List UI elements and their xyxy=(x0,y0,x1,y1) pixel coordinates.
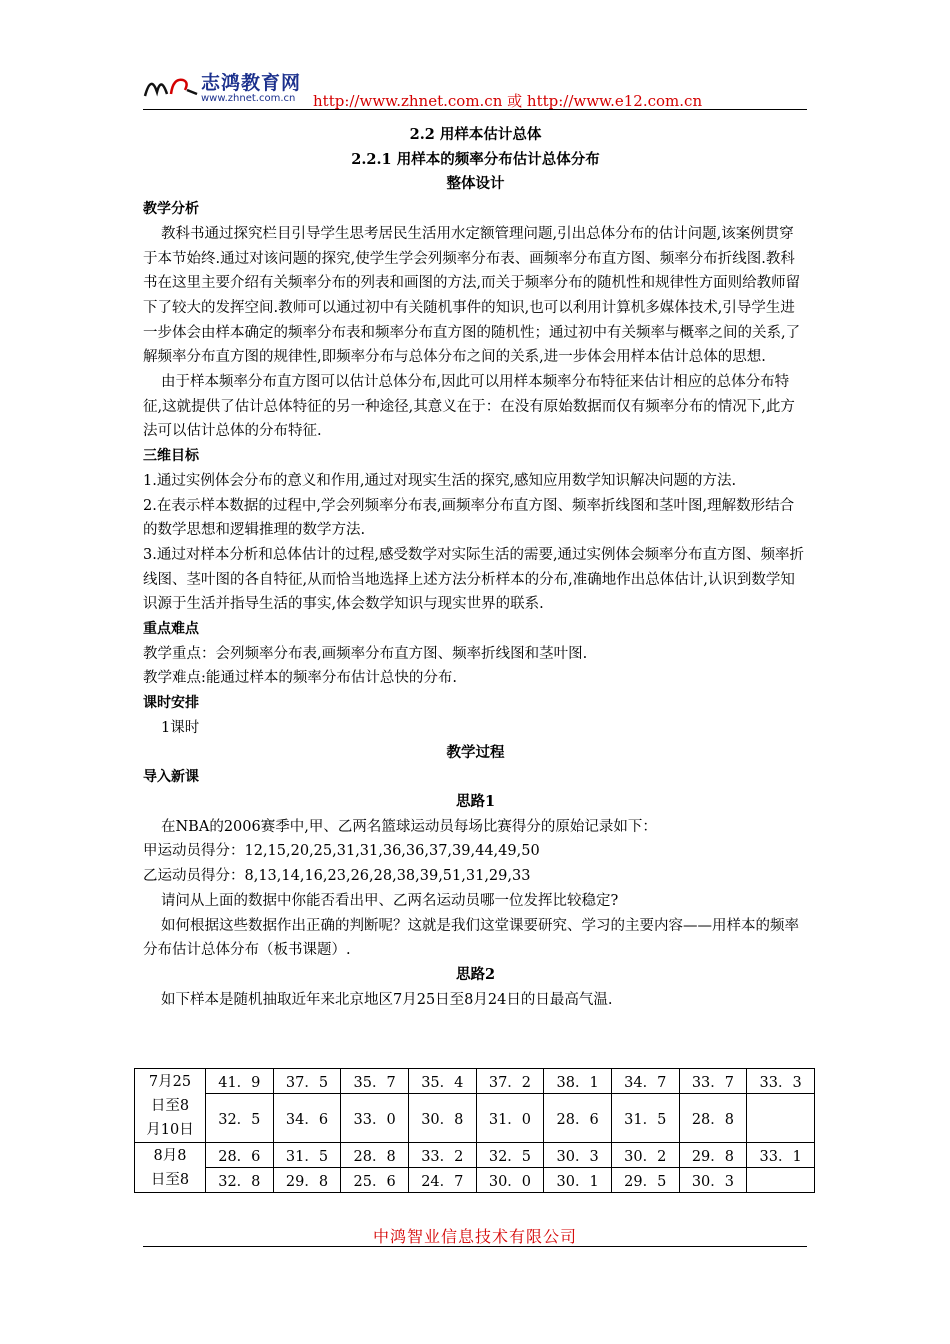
table-cell: 30．3 xyxy=(544,1143,612,1168)
row-label-period-2: 8月8 日至8 xyxy=(135,1143,206,1193)
section-title: 2.2 用样本估计总体 xyxy=(409,126,542,143)
heading-objectives: 三维目标 xyxy=(143,448,199,465)
table-cell: 32．8 xyxy=(206,1168,274,1193)
schedule-line: 1课时 xyxy=(161,719,200,736)
table-cell: 31．0 xyxy=(476,1094,544,1143)
table-cell: 33．1 xyxy=(747,1143,815,1168)
table-cell: 30．2 xyxy=(611,1143,679,1168)
table-cell: 34．7 xyxy=(611,1069,679,1094)
objective-item-2: 2.在表示样本数据的过程中,学会列频率分布表,画频率分布直方图、频率折线图和茎叶图,理解数形结合的数学思想和逻辑推理的数学方法. xyxy=(143,497,795,539)
objective-item-1: 1.通过实例体会分布的意义和作用,通过对现实生活的探究,感知应用数学知识解决问题的方法. xyxy=(143,472,737,489)
table-cell: 37．5 xyxy=(273,1069,341,1094)
table-row xyxy=(135,1143,815,1168)
table-cell: 28．8 xyxy=(341,1143,409,1168)
difficulty-line: 教学难点:能通过样本的频率分布估计总快的分布. xyxy=(143,670,457,687)
table-cell xyxy=(747,1168,815,1193)
table-cell: 24．7 xyxy=(408,1168,476,1193)
header-links[interactable]: http://www.zhnet.com.cn 或 http://www.e12.com.cn xyxy=(313,92,703,110)
table-cell: 30．1 xyxy=(544,1168,612,1193)
table-row xyxy=(135,1094,815,1143)
table-cell: 25．6 xyxy=(341,1168,409,1193)
footer-company: 中鸿智业信息技术有限公司 xyxy=(372,1227,577,1246)
key-point-line: 教学重点：会列频率分布表,画频率分布直方图、频率折线图和茎叶图. xyxy=(143,645,588,662)
table-cell: 31．5 xyxy=(611,1094,679,1143)
table-cell: 30．3 xyxy=(679,1168,747,1193)
site-logo[interactable] xyxy=(143,68,318,108)
player-b-scores: 乙运动员得分：8,13,14,16,23,26,28,38,39,51,31,29,33 xyxy=(143,868,531,885)
logo-subtext: www.zhnet.com.cn xyxy=(201,93,296,104)
page-header xyxy=(143,62,807,110)
table-cell: 35．4 xyxy=(408,1069,476,1094)
process-heading: 教学过程 xyxy=(446,743,505,761)
document-body xyxy=(143,123,808,1012)
table-cell: 29．5 xyxy=(611,1168,679,1193)
table-cell: 29．8 xyxy=(273,1168,341,1193)
table-cell: 30．8 xyxy=(408,1094,476,1143)
heading-teaching-analysis: 教学分析 xyxy=(143,201,199,218)
heading-schedule: 课时安排 xyxy=(143,695,199,712)
player-a-scores: 甲运动员得分：12,15,20,25,31,31,36,36,37,39,44,49,50 xyxy=(143,843,540,860)
table-cell: 33．2 xyxy=(408,1143,476,1168)
analysis-paragraph-1: 教科书通过探究栏目引导学生思考居民生活用水定额管理问题,引出总体分布的估计问题,该案例贯穿于本节始终.通过对该问题的探究,使学生学会列频率分布表、画频率分布直方图、频率分布折线图.教科书在这里主要介绍有关频率分布的列表和画图的方法,而关于频率分布的随机性和规律性方面则给教师留下了较大的发挥空间.教师可以通过初中有关随机事件的知识,也可以利用计算机多媒体技术,引导学生进一步体会由样本确定的频率分布表和频率分布直方图的随机性；通过初中有关频率与概率之间的关系,了解频率分布直方图的规律性,即频率分布与总体分布之间的关系,进一步体会用样本估计总体的思想. xyxy=(143,225,801,366)
idea-1-heading: 思路1 xyxy=(455,792,496,810)
table-cell: 34．6 xyxy=(273,1094,341,1143)
idea-2-paragraph: 如下样本是随机抽取近年来北京地区7月25日至8月24日的日最高气温. xyxy=(161,991,613,1008)
objective-item-3: 3.通过对样本分析和总体估计的过程,感受数学对实际生活的需要,通过实例体会频率分布直方图、频率折线图、茎叶图的各自特征,从而恰当地选择上述方法分析样本的分布,准确地作出总体估计,认识到数学知识源于生活并指导生活的事实,体会数学知识与现实世界的联系. xyxy=(143,546,805,613)
subsection-title: 2.2.1 用样本的频率分布估计总体分布 xyxy=(351,150,600,168)
heading-intro: 导入新课 xyxy=(143,769,199,786)
table-cell: 28．6 xyxy=(206,1143,274,1168)
table-row xyxy=(135,1168,815,1193)
logo-mark-icon xyxy=(143,68,201,104)
header-divider xyxy=(143,109,807,110)
idea-1-question: 请问从上面的数据中你能否看出甲、乙两名运动员哪一位发挥比较稳定? xyxy=(161,892,619,909)
table-cell xyxy=(747,1094,815,1143)
footer-divider xyxy=(143,1246,807,1247)
table-cell: 33．0 xyxy=(341,1094,409,1143)
idea-2-heading: 思路2 xyxy=(455,965,496,983)
table-cell: 32．5 xyxy=(476,1143,544,1168)
table-cell: 30．0 xyxy=(476,1168,544,1193)
table-cell: 33．3 xyxy=(747,1069,815,1094)
logo-text: 志鸿教育网 xyxy=(201,72,302,94)
table-cell: 32．5 xyxy=(206,1094,274,1143)
table-cell: 41．9 xyxy=(206,1069,274,1094)
table-cell: 35．7 xyxy=(341,1069,409,1094)
table-cell: 28．8 xyxy=(679,1094,747,1143)
table-cell: 33．7 xyxy=(679,1069,747,1094)
table-row xyxy=(135,1069,815,1094)
idea-1-conclusion: 如何根据这些数据作出正确的判断呢？这就是我们这堂课要研究、学习的主要内容——用样本的频率分布估计总体分布（板书课题）. xyxy=(143,917,799,959)
table-cell: 31．5 xyxy=(273,1143,341,1168)
design-heading: 整体设计 xyxy=(446,175,505,193)
analysis-paragraph-2: 由于样本频率分布直方图可以估计总体分布,因此可以用样本频率分布特征来估计相应的总体分布特征,这就提供了估计总体特征的另一种途径,其意义在于：在没有原始数据而仅有频率分布的情况下,此方法可以估计总体的分布特征. xyxy=(143,374,795,440)
table-cell: 37．2 xyxy=(476,1069,544,1094)
table-cell: 38．1 xyxy=(544,1069,612,1094)
heading-key-points: 重点难点 xyxy=(143,621,199,638)
row-label-period-1: 7月25 日至8 月10日 xyxy=(135,1069,206,1143)
table-cell: 28．6 xyxy=(544,1094,612,1143)
table-cell: 29．8 xyxy=(679,1143,747,1168)
idea-1-paragraph: 在NBA的2006赛季中,甲、乙两名篮球运动员每场比赛得分的原始记录如下： xyxy=(161,818,657,835)
temperature-table xyxy=(134,1068,815,1193)
